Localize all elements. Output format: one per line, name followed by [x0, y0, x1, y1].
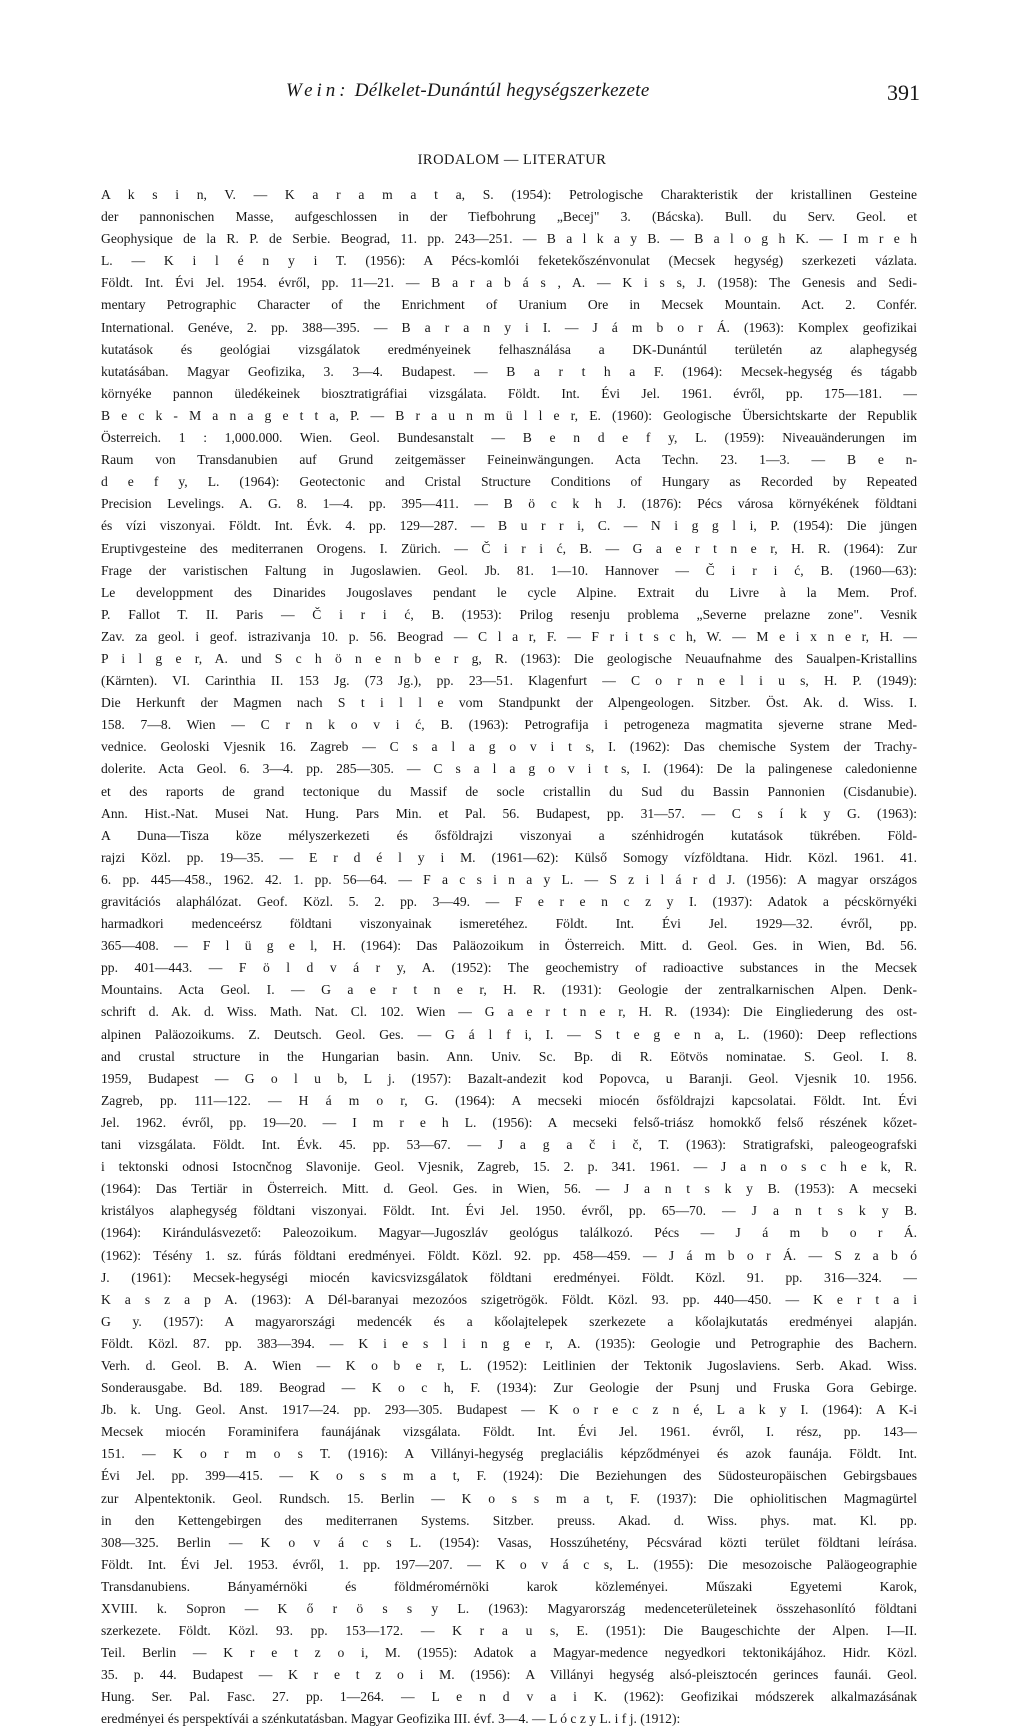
bibliography-line: eredményei és perspektívái a szénkutatásban. Magyar Geofizika III. évf. 3—4. — L ó c z y L. i f j. (1912): — [101, 1711, 681, 1727]
bibliography-line: kristályos alaphegység földtani viszonyai. Földt. Int. Évi Jel. 1950. évről, pp. 65—70. — J a n t s k y B. — [101, 1203, 917, 1219]
bibliography-line: Precision Levelings. A. G. 8. 1—4. pp. 395—411. — B ö c k h J. (1876): Pécs városa környékének földtani — [101, 496, 917, 512]
bibliography-line: 151. — K o r m o s T. (1916): A Villányi-hegység preglaciális képződményei és azok faunája. Földt. Int. — [101, 1446, 917, 1462]
bibliography-line: A Duna—Tisza köze mélyszerkezeti és ősföldrajzi viszonyai a szénhidrogén kutatások tükrében. Föld- — [101, 827, 917, 843]
bibliography-line: Die Herkunft der Magmen nach S t i l l e vom Standpunkt der Alpengeologen. Sitzber. Öst. Ak. d. Wiss. I. — [101, 695, 917, 711]
bibliography-line: schrift d. Ak. d. Wiss. Math. Nat. Cl. 102. Wien — G a e r t n e r, H. R. (1934): Die Eingliederung des ost- — [101, 1004, 917, 1020]
bibliography-line: rajzi Közl. pp. 19—35. — E r d é l y i M. (1961—62): Külső Somogy vízföldtana. Hidr. Közl. 1961. 41. — [101, 849, 917, 865]
bibliography-line: tani vizsgálata. Földt. Int. Évk. 45. pp. 53—67. — J a g a č i č, T. (1963): Stratigrafski, paleogeografski — [101, 1137, 917, 1153]
bibliography-line: Jb. k. Ung. Geol. Anst. 1917—24. pp. 293—305. Budapest — K o r e c z n é, L a k y I. (1964): A K-i — [101, 1402, 917, 1418]
running-head-author: Wein: — [286, 80, 350, 101]
bibliography-line: 308—325. Berlin — K o v á c s L. (1954): Vasas, Hosszúhetény, Pécsvárad közti terület földtani leírása. — [101, 1534, 917, 1550]
bibliography-line: alpinen Paläozoikums. Z. Deutsch. Geol. Ges. — G á l f i, I. — S t e g e n a, L. (1960): Deep reflections — [101, 1026, 917, 1042]
section-title: IRODALOM — LITERATUR — [417, 152, 607, 168]
bibliography-line: Transdanubiens. Bányamérnöki és földméromérnöki karok közleményei. Műszaki Egyetemi Karok, — [101, 1578, 917, 1594]
bibliography-line: Hung. Ser. Pal. Fasc. 27. pp. 1—264. — L e n d v a i K. (1962): Geofizikai módszerek alkalmazásának — [101, 1689, 917, 1705]
bibliography-line: (1964): Das Tertiär in Österreich. Mitt. d. Geol. Ges. in Wien, 56. — J a n t s k y B. (1953): A mecseki — [101, 1181, 917, 1197]
bibliography-line: der pannonischen Masse, aufgeschlossen in der Tiefbohrung „Becej" 3. (Bácska). Bull. du Serv. Geol. et — [101, 209, 917, 225]
bibliography-line: i tektonski odnosi Istocnčnog Slavonije. Geol. Vjesnik, Zagreb, 15. 2. p. 341. 1961. — J a n o s c h e k, R. — [101, 1159, 917, 1175]
bibliography-line: zur Alpentektonik. Geol. Rundsch. 15. Berlin — K o s s m a t, F. (1937): Die ophiolitischen Magmagürtel — [101, 1490, 917, 1506]
bibliography-line: Mecsek miocén Foraminifera faunájának vizsgálata. Földt. Int. Évi Jel. 1961. évről, I. rész, pp. 143— — [101, 1424, 917, 1440]
bibliography-line: Zav. za geol. i geof. istrazivanja 10. p. 56. Beograd — C l a r, F. — F r i t s c h, W. — M e i x n e r, H. — — [101, 628, 917, 644]
bibliography-line: Földt. Int. Évi Jel. 1954. évről, pp. 11—21. — B a r a b á s , A. — K i s s, J. (1958): The Genesis and Sedi- — [101, 275, 917, 291]
bibliography-line: in den Kettengebirgen des mediterranen Systems. Sitzber. preuss. Akad. d. Wiss. phys. mat. Kl. pp. — [101, 1512, 917, 1528]
bibliography-line: Zagreb, pp. 111—122. — H á m o r, G. (1964): A mecseki miocén ősföldrajzi kapcsolatai. Földt. Int. Évi — [101, 1092, 917, 1108]
bibliography-line: J. (1961): Mecsek-hegységi miocén kavicsvizsgálatok földtani eredményei. Földt. Közl. 91. pp. 316—324. — — [101, 1269, 917, 1285]
bibliography-line: 6. pp. 445—458., 1962. 42. 1. pp. 56—64. — F a c s i n a y L. — S z i l á r d J. (1956): A magyar országos — [101, 871, 917, 887]
bibliography-line: d e f y, L. (1964): Geotectonic and Cristal Structure Conditions of Hungary as Recorded by Repeated — [101, 474, 917, 490]
bibliography-line: Sonderausgabe. Bd. 189. Beograd — K o c h, F. (1934): Zur Geologie der Psunj und Fruska Gora Gebirge. — [101, 1380, 917, 1396]
bibliography-line: Frage der varistischen Faltung in Jugoslawien. Geol. Jb. 81. 1—10. Hannover — Č i r i ć, B. (1960—63): — [101, 562, 917, 578]
bibliography-line: Raum von Transdanubien auf Grund zeitgemässer Feineinwängungen. Acta Techn. 23. 1—3. — B e n- — [101, 452, 917, 468]
bibliography-line: Teil. Berlin — K r e t z o i, M. (1955): Adatok a Magyar-medence negyedkori tektonikájához. Hidr. Közl. — [101, 1645, 917, 1661]
bibliography-line: Geophysique de la R. P. de Serbie. Beograd, 11. pp. 243—251. — B a l k a y B. — B a l o g h K. — I m r e h — [101, 231, 917, 247]
bibliography-line: dolerite. Acta Geol. 6. 3—4. pp. 285—305. — C s a l a g o v i t s, I. (1964): De la palingenese caledonienne — [101, 761, 917, 777]
bibliography-line: and crustal structure in the Hungarian basin. Ann. Univ. Sc. Bp. di R. Eötvös nominatae. S. Geol. I. 8. — [101, 1048, 917, 1064]
bibliography-line: gravitációs alaphálózat. Geof. Közl. 5. 2. pp. 3—49. — F e r e n c z y I. (1937): Adatok a pécskörnyéki — [101, 894, 917, 909]
bibliography-line: Mountains. Acta Geol. I. — G a e r t n e r, H. R. (1931): Geologie der zentralkarnischen Alpen. Denk- — [101, 982, 917, 998]
bibliography-line: Évi Jel. pp. 399—415. — K o s s m a t, F. (1924): Die Beziehungen des Südosteuropäischen Gebirgsbaues — [101, 1468, 917, 1484]
bibliography-line: pp. 401—443. — F ö l d v á r y, A. (1952): The geochemistry of radioactive substances in the Mecsek — [101, 960, 917, 976]
bibliography-body — [101, 184, 917, 1731]
bibliography-line: kutatásában. Magyar Geofizika, 3. 3—4. Budapest. — B a r t h a F. (1964): Mecsek-hegység és tágabb — [101, 363, 917, 379]
bibliography-line: Ann. Hist.-Nat. Musei Nat. Hung. Pars Min. et Pal. 56. Budapest, pp. 31—57. — C s í k y G. (1963): — [101, 805, 917, 821]
bibliography-line: (1964): Kirándulásvezető: Paleozoikum. Magyar—Jugoszláv geológus találkozó. Pécs — J á m b o r Á. — [101, 1225, 917, 1241]
bibliography-line: L. — K i l é n y i T. (1956): A Pécs-komlói feketekőszénvonulat (Mecsek hegység) szerkezeti vázlata. — [101, 253, 917, 269]
bibliography-line: mentary Petrographic Character of the Enrichment of Uranium Ore in Mecsek Mountain. Act. 2. Confér. — [101, 297, 917, 313]
bibliography-line: 1959, Budapest — G o l u b, L j. (1957): Bazalt-andezit kod Popovca, u Baranji. Geol. Vjesnik 10. 1956. — [101, 1070, 917, 1086]
bibliography-line: és vízi viszonyai. Földt. Int. Évk. 4. pp. 129—287. — B u r r i, C. — N i g g l i, P. (1954): Die jüngen — [101, 518, 917, 534]
page-number: 391 — [887, 80, 920, 105]
bibliography-line: P i l g e r, A. und S c h ö n e n b e r g, R. (1963): Die geologische Neuaufnahme des Saualpen-Kristallins — [101, 650, 917, 666]
bibliography-line: 365—408. — F l ü g e l, H. (1964): Das Paläozoikum in Österreich. Mitt. d. Geol. Ges. in Wien, Bd. 56. — [101, 938, 917, 954]
bibliography-line: Verh. d. Geol. B. A. Wien — K o b e r, L. (1952): Leitlinien der Tektonik Jugoslaviens. Serb. Akad. Wiss. — [101, 1357, 917, 1373]
bibliography-line: harmadkori medenceérsz földtani viszonyainak ismeretéhez. Földt. Int. Évi Jel. 1929—32. évről, pp. — [101, 916, 917, 932]
bibliography-line: Földt. Int. Évi Jel. 1953. évről, 1. pp. 197—207. — K o v á c s, L. (1955): Die mesozoische Paläogeographie — [101, 1556, 917, 1572]
bibliography-line: G y. (1957): A magyarországi medencék és a kőolajtelepek szerkezete a kőolajkutatás eredményei alapján. — [101, 1313, 917, 1329]
running-head-title: Délkelet-Dunántúl hegységszerkezete — [354, 80, 650, 101]
bibliography-line: International. Genéve, 2. pp. 388—395. — B a r a n y i I. — J á m b o r Á. (1963): Komplex geofizikai — [101, 319, 917, 335]
bibliography-line: XVIII. k. Sopron — K ő r ö s s y L. (1963): Magyarország medenceterületeinek összehasonlító földtani — [101, 1601, 917, 1616]
bibliography-line: környéke pannon üledékeinek biosztratigráfiai vizsgálata. Földt. Int. Évi Jel. 1961. évről, pp. 175—181. — — [101, 385, 917, 401]
bibliography-line: Eruptivgesteine des mediterranen Orogens. I. Zürich. — Č i r i ć, B. — G a e r t n e r, H. R. (1964): Zur — [101, 540, 917, 556]
bibliography-line: 35. p. 44. Budapest — K r e t z o i M. (1956): A Villányi hegység alsó-pleisztocén gerinces faunái. Geol. — [101, 1667, 917, 1683]
bibliography-line: szerkezete. Földt. Közl. 93. pp. 153—172. — K r a u s, E. (1951): Die Baugeschichte der Alpen. I—II. — [101, 1623, 917, 1639]
bibliography-line: P. Fallot T. II. Paris — Č i r i ć, B. (1953): Prilog resenju problema „Severne prelazne zone". Vesnik — [101, 606, 917, 622]
bibliography-line: B e c k - M a n a g e t t a, P. — B r a u n m ü l l e r, E. (1960): Geologische Übersichtskarte der Republik — [101, 407, 917, 423]
bibliography-line: kutatások és geológiai vizsgálatok eredményeinek felhasználása a DK-Dunántúl területén az alaphegység — [101, 341, 917, 357]
bibliography-line: Földt. Közl. 87. pp. 383—394. — K i e s l i n g e r, A. (1935): Geologie und Petrographie des Bachern. — [101, 1335, 917, 1351]
bibliography-line: (Kärnten). VI. Carinthia II. 153 Jg. (73 Jg.), pp. 23—51. Klagenfurt — C o r n e l i u s, H. P. (1949): — [101, 673, 917, 689]
bibliography-line: Le developpment des Dinarides Jougoslaves pendant le cycle Alpine. Extrait du Livre à la Mem. Prof. — [101, 584, 917, 600]
bibliography-line: et des raports de grand tectonique du Massif de socle cristallin du Sud du Bassin Pannonien (Cisdanubie). — [101, 783, 917, 799]
bibliography-line: Jel. 1962. évről, pp. 19—20. — I m r e h L. (1956): A mecseki felső-triász homokkő felső részének kőzet- — [101, 1114, 917, 1130]
bibliography-line: vednice. Geoloski Vjesnik 16. Zagreb — C s a l a g o v i t s, I. (1962): Das chemische System der Trachy- — [101, 739, 917, 755]
bibliography-line: 158. 7—8. Wien — C r n k o v i ć, B. (1963): Petrografija i petrogeneza magmatita sjeverne strane Med- — [101, 717, 917, 733]
running-head — [286, 80, 886, 102]
bibliography-line: K a s z a p A. (1963): A Dél-baranyai mezozóos szigetrögök. Földt. Közl. 93. pp. 440—450. — K e r t a i — [101, 1291, 917, 1307]
bibliography-line: Österreich. 1 : 1,000.000. Wien. Geol. Bundesanstalt — B e n d e f y, L. (1959): Niveauänderungen im — [101, 430, 917, 446]
bibliography-line: A k s i n, V. — K a r a m a t a, S. (1954): Petrologische Charakteristik der kristallinen Gesteine — [101, 187, 917, 202]
bibliography-line: (1962): Tésény 1. sz. fúrás földtani eredményei. Földt. Közl. 92. pp. 458—459. — J á m b o r Á. — S z a b ó — [101, 1247, 917, 1263]
